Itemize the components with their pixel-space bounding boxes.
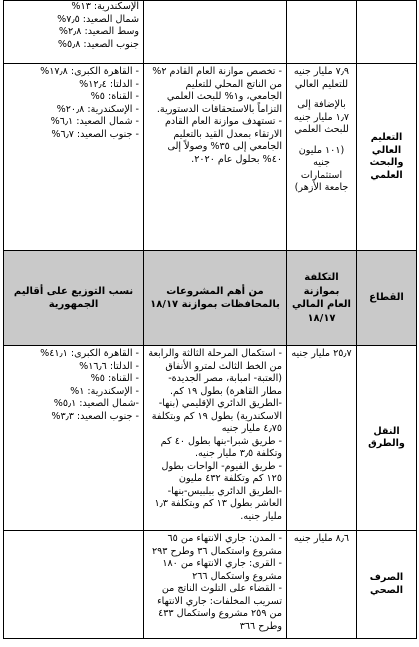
project-line: - تستهدف موازنة العام القادم الارتقاء بمعدل القيد بالتعليم الجامعي إلى ٣٥% وصولاً إلى ٤٠% بحلول عام ٢٠٢٠. (164, 116, 282, 165)
cost-cell (287, 64, 357, 251)
project-line: -الطريق الدائري ببلبيس-بنها- العاشر بطول ١٣ كم وبتكلفة ١٫٣ مليار جنيه. (154, 485, 282, 522)
distribution-line: - شمال الصعيد: ٦٫١% (50, 116, 139, 127)
header-projects: من أهم المشروعات بالمحافظات بموازنة ١٨/١٧ (144, 251, 287, 346)
table-row (4, 64, 417, 251)
table-row (4, 1, 417, 64)
cost-line: (١٠١ مليون جنيه استثمارات جامعة الأزهر) (294, 144, 349, 193)
table-row (4, 346, 417, 531)
distribution-line: جنوب الصعيد: ٥٫٨% (57, 38, 139, 50)
cost-cell (287, 1, 357, 64)
distribution-line: - القناة: ٥% (90, 373, 139, 384)
project-line: - القرى: جاري الانتهاء من ١٨٠ مشروع واستكمال ٢٦٦ (162, 558, 282, 582)
sector-cell: التعليم العالي والبحث العلمي (357, 64, 417, 251)
project-line: - استكمال المرحلة الثالثة والرابعة من الخط الثالث لمترو الأنفاق (العتبة- امبابة، مصر الجديدة- مطار القاهرة) بطول ١٩ كم. (148, 348, 282, 397)
distribution-line: - الدلتا: ١٢٫٤% (79, 78, 139, 90)
distribution-cell (4, 1, 144, 64)
distribution-line: - القناة: ٥% (90, 91, 139, 102)
cost-line: ٨٫٦ مليار جنيه (293, 533, 350, 544)
sector-cell: الصرف الصحي (357, 531, 417, 639)
cost-cell (287, 531, 357, 639)
cost-line: بالإضافة إلى ١٫٧ مليار جنيه للبحث العلمي (293, 99, 350, 135)
projects-cell (144, 1, 287, 64)
distribution-line: - جنوب الصعيد: ٦٫٧% (51, 128, 139, 140)
project-line: - تخصص موازنة العام القادم ٢% من الناتج المحلي للتعليم الجامعي، و١% للبحث العلمي التزاماً بالاستحقاقات الدستورية. (152, 66, 282, 115)
table-row (4, 531, 417, 639)
header-cost: التكلفة بموازنة العام المالي ١٨/١٧ (287, 251, 357, 346)
header-sector: القطاع (357, 251, 417, 346)
projects-cell (144, 346, 287, 531)
distribution-cell (4, 531, 144, 639)
distribution-line: وسط الصعيد: ٢٫٨% (58, 26, 139, 37)
distribution-line: - الإسكندرية: ٢٠٫٨% (56, 103, 139, 115)
distribution-line: شمال الصعيد: ٧٫٥% (57, 13, 139, 25)
distribution-line: - الدلتا: ١٦٫٦% (79, 360, 139, 372)
distribution-line: الإسكندرية: ١٣% (71, 1, 139, 12)
cost-line: ٧٫٩ مليار جنيه للتعليم العالي (293, 66, 350, 90)
sector-cell: النقل والطرق (357, 346, 417, 531)
distribution-cell (4, 346, 144, 531)
distribution-line: - القاهرة الكبرى: ١٧٫٨% (40, 66, 139, 77)
project-line: - المدن: جاري الانتهاء من ٦٥ مشروع واستكمال ٣٦ وطرح ٢٩٣ (151, 533, 282, 557)
distribution-cell (4, 64, 144, 251)
project-line: - القضاء على التلوث الناتج من تسريب المخلفات: جاري الانتهاء من ٢٥٩ مشروع واستكمال ٤٣٣ وطرح ٣٦٦ (157, 583, 282, 632)
sector-cell (357, 1, 417, 64)
distribution-line: -شمال الصعيد: ٥٫١% (53, 398, 139, 409)
project-line: - طريق الفيوم- الواحات بطول ١٢٥ كم وتكلفة ٤٣٢ مليون (161, 460, 282, 484)
budget-table (3, 0, 417, 639)
project-line: - طريق شبرا-بنها بطول ٤٠ كم وتكلفة ٣٫٥ مليار جنيه. (160, 435, 282, 459)
distribution-line: - القاهرة الكبرى: ٤١٫١% (40, 348, 139, 359)
distribution-line: - الإسكندرية: ١% (70, 385, 139, 397)
projects-cell (144, 64, 287, 251)
table-header-row (4, 251, 417, 346)
projects-cell (144, 531, 287, 639)
project-line: -الطريق الدائري الإقليمي (بنها- الاسكندرية) بطول ١٩ كم وبتكلفة ٤٫٧٥ مليار جنيه (151, 398, 282, 434)
cost-cell (287, 346, 357, 531)
cost-line: ٢٥٫٧ مليار جنيه (291, 348, 352, 359)
header-distribution: نسب التوزيع على أقاليم الجمهورية (4, 251, 144, 346)
distribution-line: - جنوب الصعيد: ٣٫٣% (51, 410, 139, 422)
